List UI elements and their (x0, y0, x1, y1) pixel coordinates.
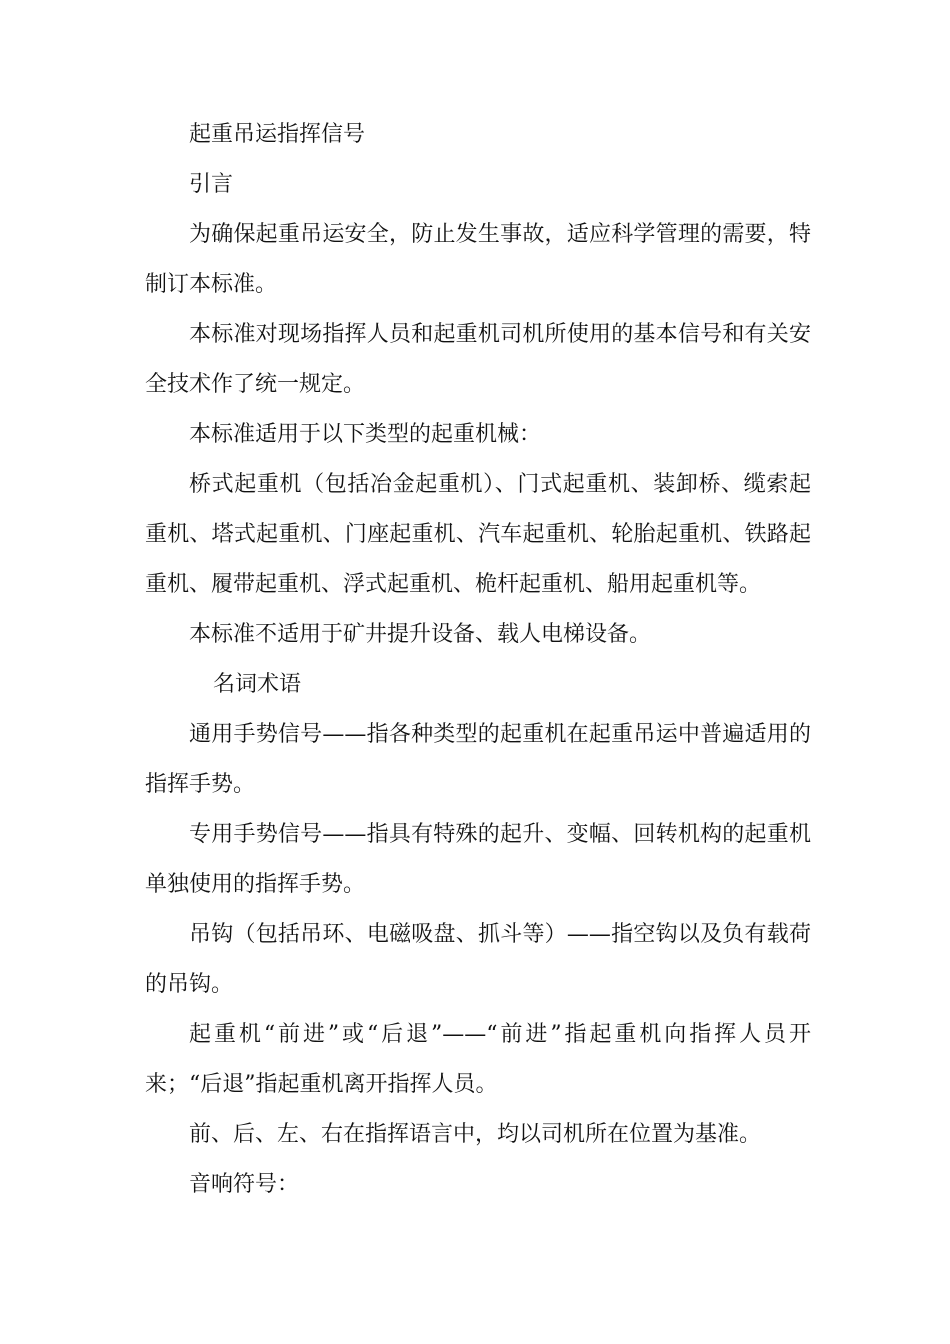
paragraph-applicability: 本标准适用于以下类型的起重机械： (189, 422, 542, 447)
document-body (145, 110, 811, 1210)
term-directions: 前、后、左、右在指挥语言中，均以司机所在位置为基准。 (189, 1122, 762, 1147)
term-special-signals: 专用手势信号——指具有特殊的起升、变幅、回转机构的起重机单独使用的指挥手势。 (145, 822, 811, 897)
term-hook: 吊钩（包括吊环、电磁吸盘、抓斗等）——指空钩以及负有载荷的吊钩。 (145, 922, 811, 997)
term-forward-backward: 起重机“前进”或“后退”——“前进”指起重机向指挥人员开来；“后退”指起重机离开指挥人员。 (145, 1022, 811, 1097)
document-title: 起重吊运指挥信号 (189, 122, 366, 147)
paragraph-exclusions: 本标准不适用于矿井提升设备、载人电梯设备。 (189, 622, 652, 647)
intro-heading: 引言 (189, 172, 234, 197)
term-general-signals: 通用手势信号——指各种类型的起重机在起重吊运中普遍适用的指挥手势。 (145, 722, 811, 797)
paragraph-purpose: 为确保起重吊运安全，防止发生事故，适应科学管理的需要，特制订本标准。 (145, 222, 811, 297)
paragraph-crane-types: 桥式起重机（包括冶金起重机）、门式起重机、装卸桥、缆索起重机、塔式起重机、门座起重机、汽车起重机、轮胎起重机、铁路起重机、履带起重机、浮式起重机、桅杆起重机、船用起重机等。 (145, 472, 811, 597)
term-sound-symbols: 音响符号： (189, 1172, 300, 1197)
terms-heading: 名词术语 (213, 672, 302, 697)
paragraph-scope: 本标准对现场指挥人员和起重机司机所使用的基本信号和有关安全技术作了统一规定。 (145, 322, 811, 397)
